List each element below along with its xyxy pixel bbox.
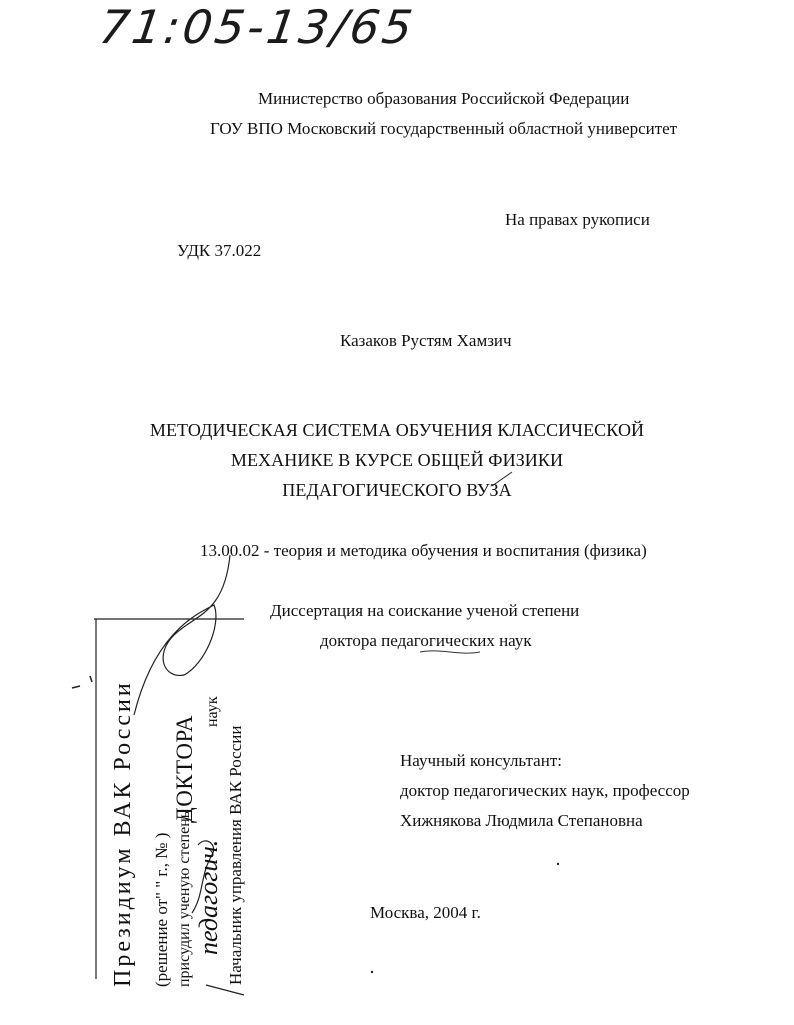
thesis-title-line-3: ПЕДАГОГИЧЕСКОГО ВУЗА [282,480,512,500]
consultant-degree: доктор педагогических наук, профессор [400,781,690,800]
specialty-code: 13.00.02 - теория и методика обучения и воспитания (физика) [200,541,647,560]
archive-number-handwritten: 71:05-13/65 [96,0,419,54]
consultant-label: Научный консультант: [400,751,562,770]
stamp-handwritten-field: педагогич. [194,839,223,955]
dissertation-degree-line-2: доктора педагогических наук [320,631,532,650]
consultant-name: Хижнякова Людмила Степановна [400,811,643,830]
thesis-title-line-2: МЕХАНИКЕ В КУРСЕ ОБЩЕЙ ФИЗИКИ [230,450,564,470]
thesis-title-line-1: МЕТОДИЧЕСКАЯ СИСТЕМА ОБУЧЕНИЯ КЛАССИЧЕСКОЙ [149,420,645,440]
stamp-presidium: Президиум ВАК России [110,680,136,987]
stamp-degree: ДОКТОРА [172,715,197,823]
stamp-sciences: наук [204,696,221,727]
stamp-decision: (решение от" " г., № ) [152,832,171,987]
ministry-name: Министерство образования Российской Федерации [258,89,630,108]
udk-code: УДК 37.022 [177,241,262,260]
stamp-awarded: присудил ученую степень [176,810,193,987]
vak-stamp [104,655,254,995]
stamp-head-of-department: Начальник управления ВАК России [226,725,245,985]
city-year: Москва, 2004 г. [370,903,481,922]
author-name: Казаков Рустям Хамзич [340,331,512,350]
dissertation-degree-line-1: Диссертация на соискание ученой степени [270,601,580,620]
manuscript-rights: На правах рукописи [505,210,650,229]
university-name: ГОУ ВПО Московский государственный областной университет [210,119,678,138]
